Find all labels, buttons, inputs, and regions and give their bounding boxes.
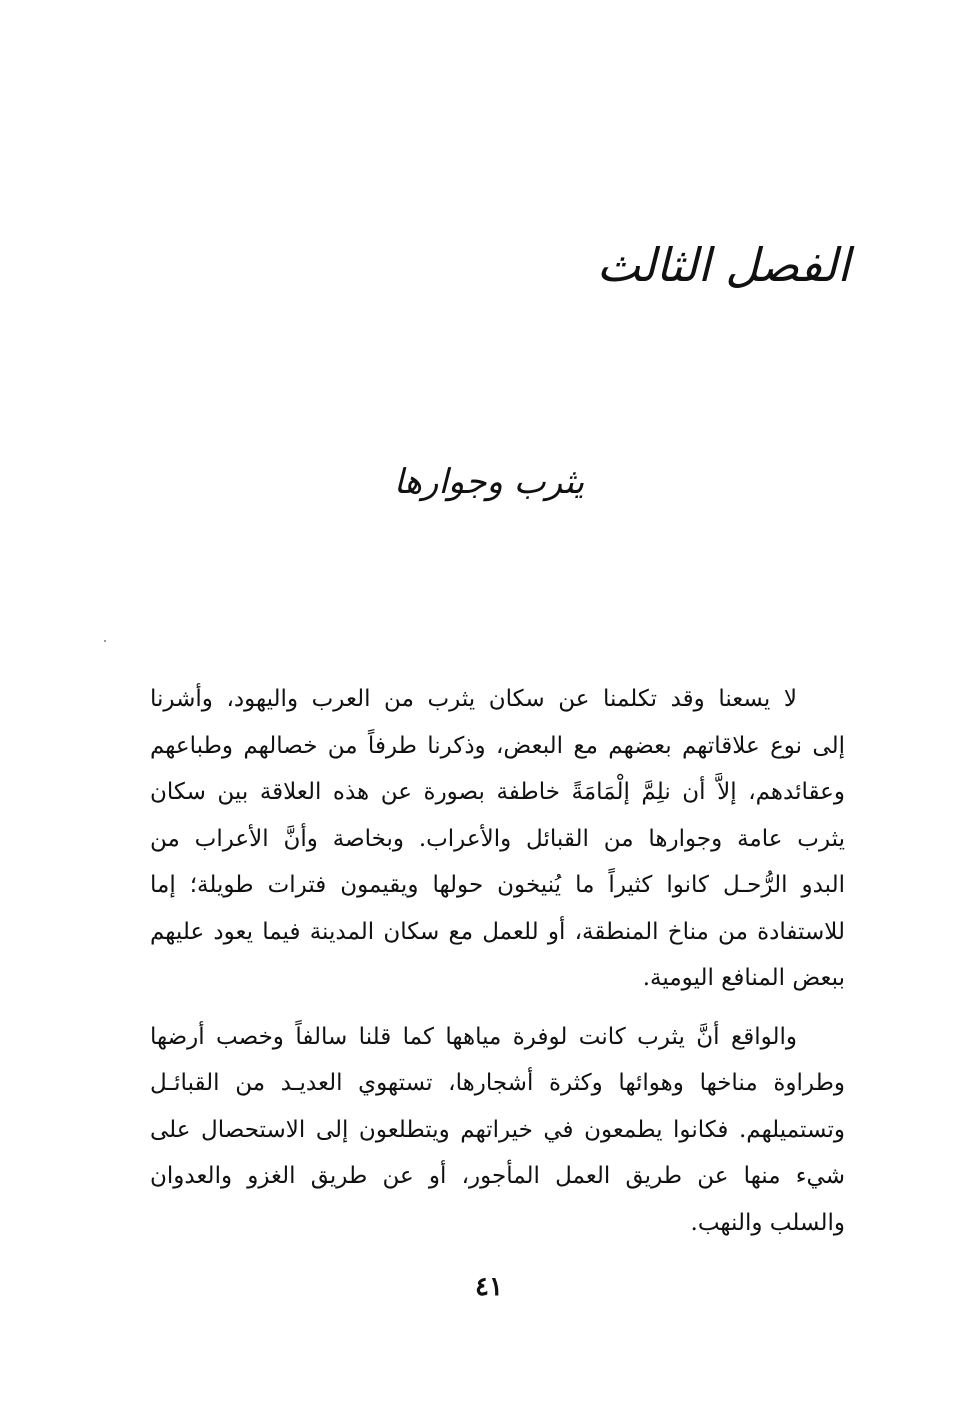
text-line: لا يسعنا وقد تكلمنا عن سكان يثرب من العرب واليهود، وأشرنا xyxy=(150,686,797,712)
scan-speck xyxy=(104,640,106,642)
text-line: والواقع أنَّ يثرب كانت لوفرة مياهها كما قلنا سالفاً وخصب أرضها xyxy=(150,1023,797,1050)
paragraph-1 xyxy=(150,676,845,1002)
text-line: إلى نوع علاقاتهم بعضهم مع البعض، وذكرنا طرفاً من خصالهم وطباعهم xyxy=(150,732,845,759)
text-line: للاستفادة من مناخ المنطقة، أو للعمل مع سكان المدينة فيما يعود عليهم xyxy=(150,918,845,945)
body-text xyxy=(150,676,845,1246)
text-line: وتستميلهم. فكانوا يطمعون في خيراتهم ويتطلعون إلى الاستحصال على xyxy=(150,1116,845,1143)
text-line: وعقائدهم، إلاَّ أن نلِمَّ إلْمَامَةً خاطفة بصورة عن هذه العلاقة بين سكان xyxy=(150,779,845,805)
section-title: يثرب وجوارها xyxy=(393,462,585,502)
chapter-title: الفصل الثالث xyxy=(596,238,850,292)
text-line: يثرب عامة وجوارها من القبائل والأعراب. وبخاصة وأنَّ الأعراب من xyxy=(150,825,845,852)
text-line: وطراوة مناخها وهوائها وكثرة أشجارها، تستهوي العديـد من القبائـل xyxy=(150,1070,845,1096)
page-number: ٤١ xyxy=(475,1272,503,1302)
paragraph-2 xyxy=(150,1014,845,1247)
text-line: ببعض المنافع اليومية. xyxy=(642,965,845,991)
text-line: شيء منها عن طريق العمل المأجور، أو عن طريق الغزو والعدوان xyxy=(150,1163,845,1189)
text-line: والسلب والنهب. xyxy=(690,1209,845,1236)
text-line: البدو الرُّحـل كانوا كثيراً ما يُنيخون حولها ويقيمون فترات طويلة؛ إما xyxy=(150,872,845,898)
